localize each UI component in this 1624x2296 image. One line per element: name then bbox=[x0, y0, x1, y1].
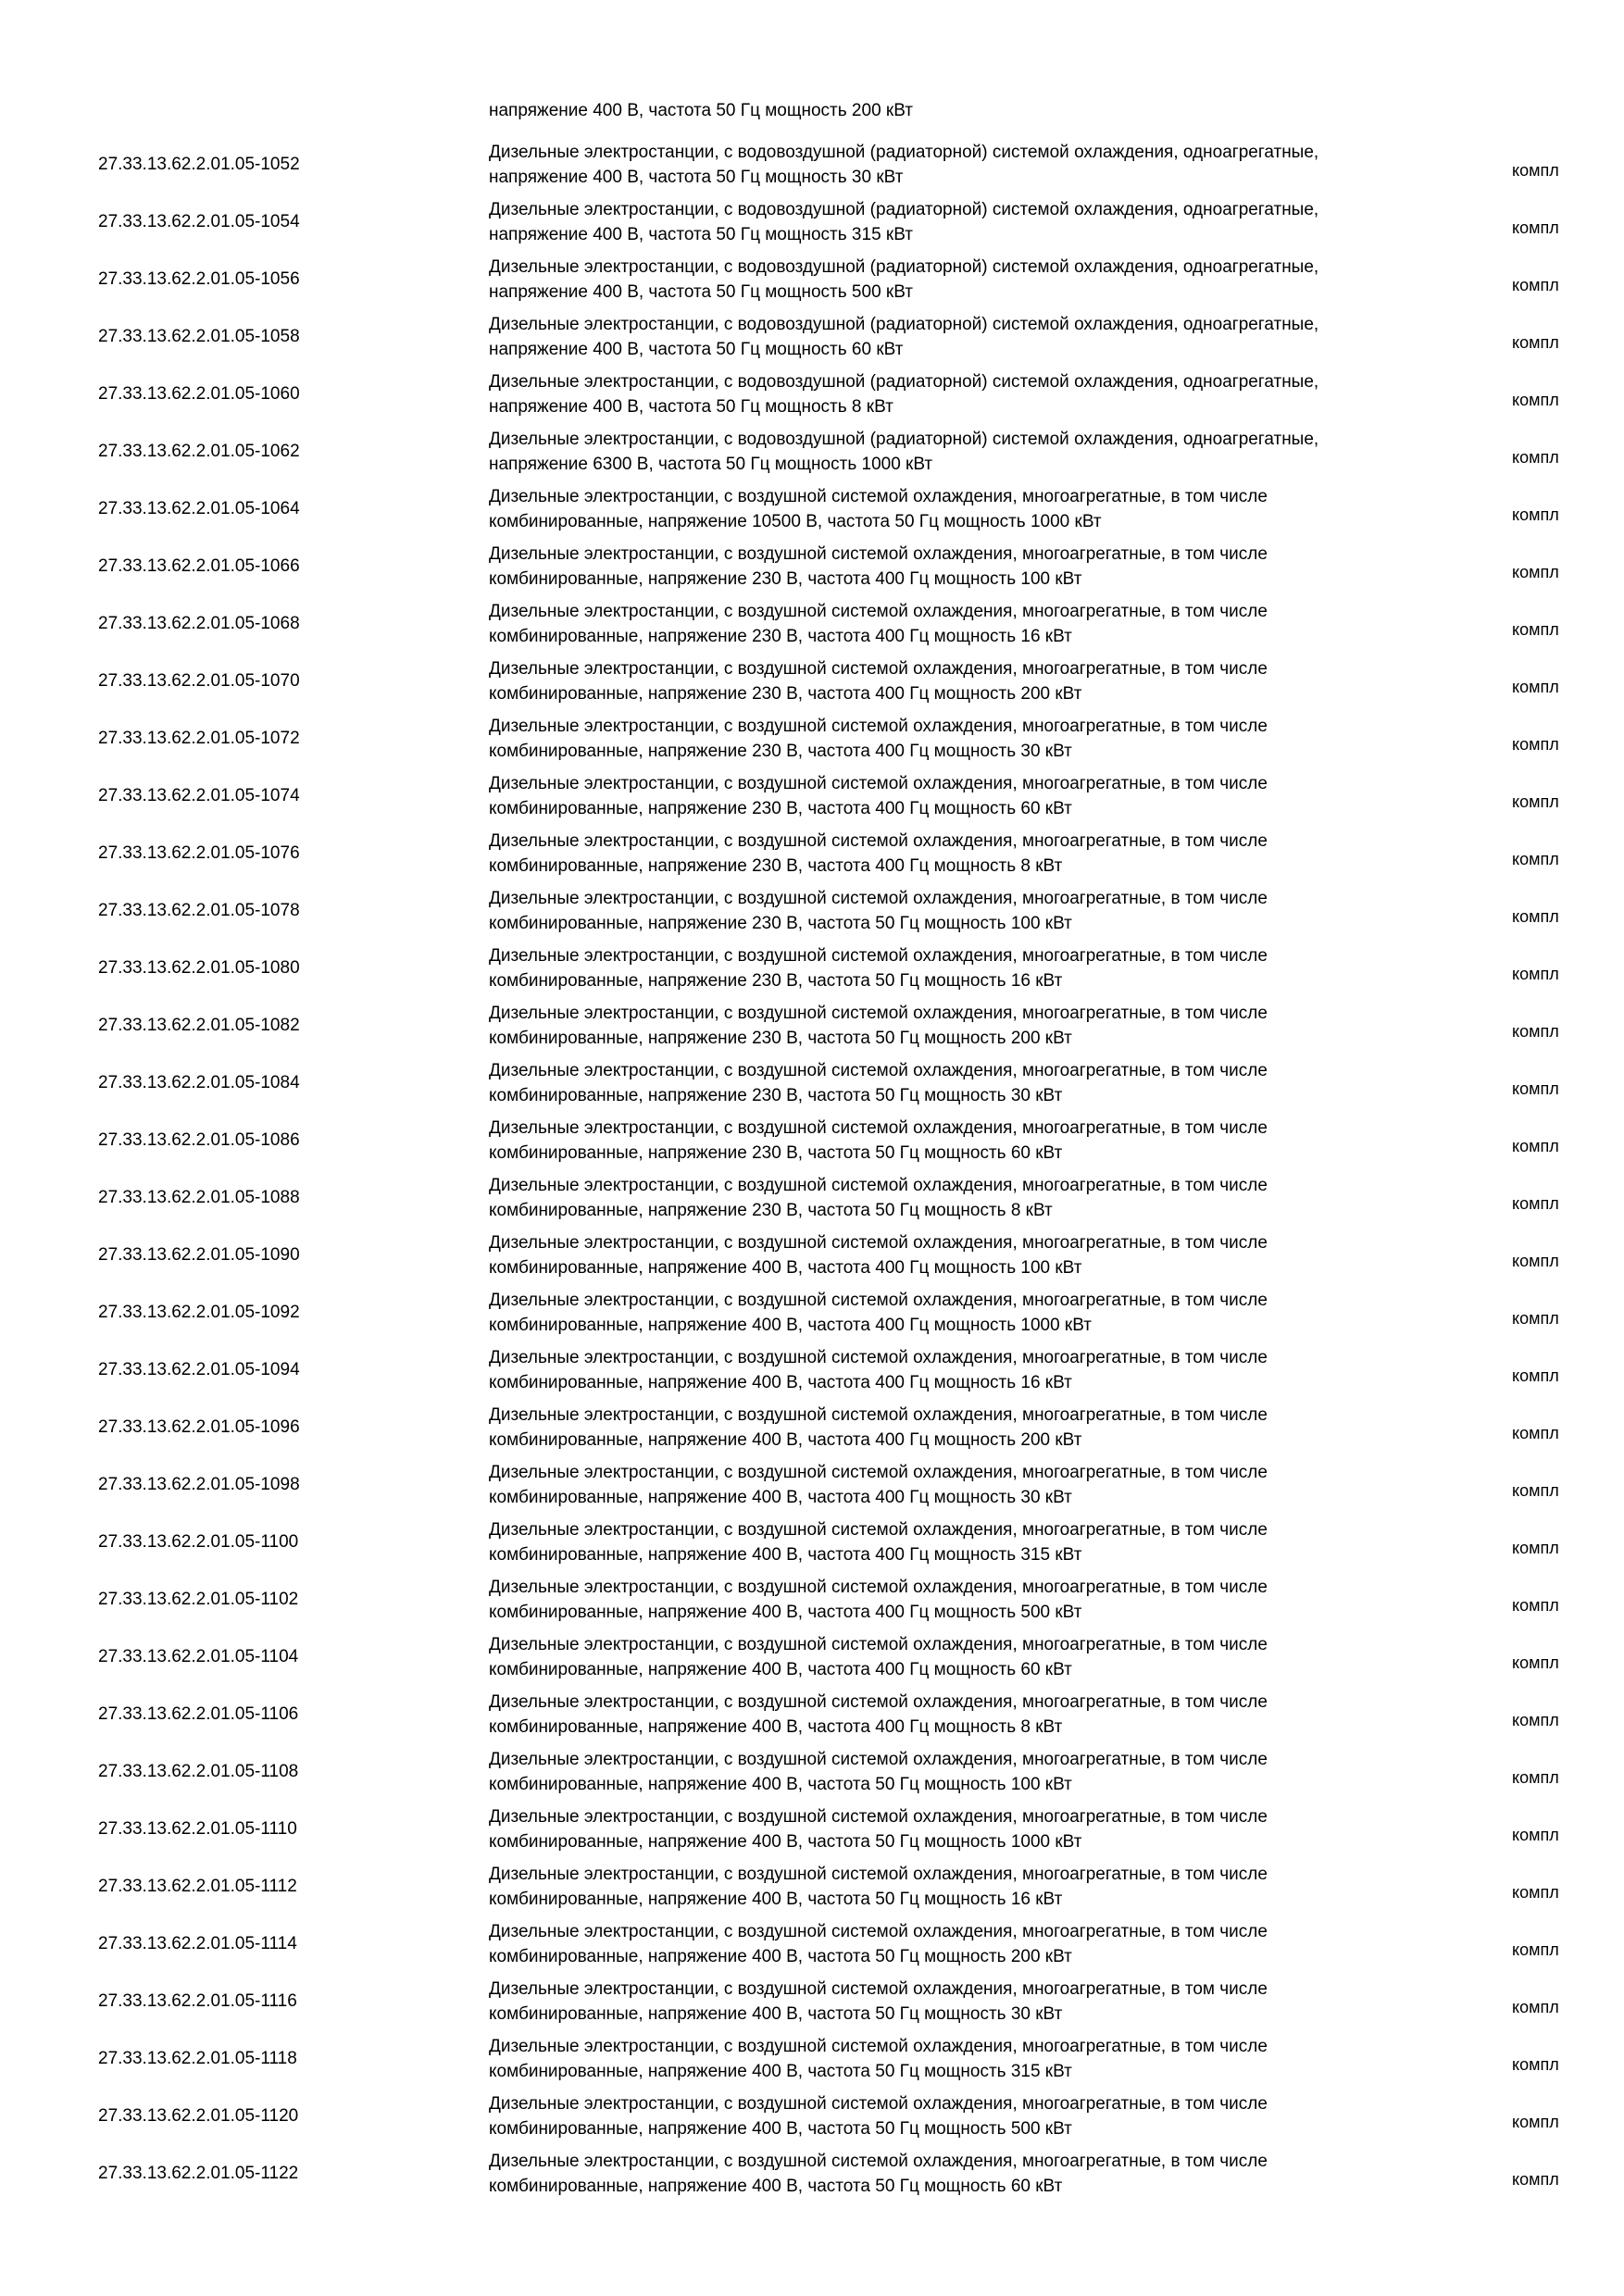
unit-of-measure: компл bbox=[1512, 390, 1559, 409]
description-line-1: Дизельные электростанции, с воздушной системой охлаждения, многоагрегатные, в том числе bbox=[489, 889, 1268, 908]
unit-of-measure: компл bbox=[1512, 1653, 1559, 1672]
unit-of-measure: компл bbox=[1512, 1423, 1559, 1442]
resource-description bbox=[489, 1632, 1489, 1682]
resource-description bbox=[489, 140, 1489, 190]
table-row bbox=[0, 1686, 1624, 1743]
resource-description bbox=[489, 1575, 1489, 1625]
unit-of-measure: компл bbox=[1512, 1710, 1559, 1729]
resource-description bbox=[489, 1116, 1489, 1166]
resource-code: 27.33.13.62.2.01.05-1090 bbox=[98, 1245, 300, 1265]
table-row bbox=[0, 1743, 1624, 1801]
description-line-1: Дизельные электростанции, с воздушной системой охлаждения, многоагрегатные, в том числе bbox=[489, 487, 1268, 506]
resource-description bbox=[489, 1747, 1489, 1797]
resource-description bbox=[489, 542, 1489, 592]
table-row bbox=[0, 538, 1624, 595]
description-line-1: Дизельные электростанции, с воздушной системой охлаждения, многоагрегатные, в том числе bbox=[489, 1922, 1268, 1941]
resource-description bbox=[489, 427, 1489, 477]
description-line-1: Дизельные электростанции, с воздушной системой охлаждения, многоагрегатные, в том числе bbox=[489, 1233, 1268, 1253]
description-line-2: напряжение 400 В, частота 50 Гц мощность 8 кВт bbox=[489, 397, 893, 417]
resource-code: 27.33.13.62.2.01.05-1060 bbox=[98, 384, 300, 404]
unit-of-measure: компл bbox=[1512, 1193, 1559, 1213]
description-line-2: напряжение 6300 В, частота 50 Гц мощность 1000 кВт bbox=[489, 455, 933, 474]
description-line-2: комбинированные, напряжение 400 В, частота 400 Гц мощность 60 кВт bbox=[489, 1660, 1072, 1679]
resource-code: 27.33.13.62.2.01.05-1112 bbox=[98, 1877, 297, 1896]
table-row bbox=[0, 366, 1624, 423]
description-line-1: Дизельные электростанции, с воздушной системой охлаждения, многоагрегатные, в том числе bbox=[489, 1291, 1268, 1310]
description-line-2: комбинированные, напряжение 230 В, частота 400 Гц мощность 30 кВт bbox=[489, 742, 1072, 761]
description-line-2: комбинированные, напряжение 400 В, частота 50 Гц мощность 30 кВт bbox=[489, 2004, 1063, 2024]
resource-code: 27.33.13.62.2.01.05-1070 bbox=[98, 671, 300, 691]
resource-description bbox=[489, 771, 1489, 821]
unit-of-measure: компл bbox=[1512, 562, 1559, 581]
table-row bbox=[0, 940, 1624, 997]
table-row bbox=[0, 251, 1624, 308]
resource-code: 27.33.13.62.2.01.05-1082 bbox=[98, 1016, 300, 1035]
table-row bbox=[0, 767, 1624, 825]
description-line-2: напряжение 400 В, частота 50 Гц мощность 315 кВт bbox=[489, 225, 913, 244]
table-row bbox=[0, 1284, 1624, 1341]
unit-of-measure: компл bbox=[1512, 849, 1559, 868]
resource-code: 27.33.13.62.2.01.05-1110 bbox=[98, 1819, 297, 1839]
resource-description bbox=[489, 2149, 1489, 2199]
description-line-2: комбинированные, напряжение 400 В, частота 400 Гц мощность 315 кВт bbox=[489, 1545, 1082, 1565]
description-line-1: Дизельные электростанции, с воздушной системой охлаждения, многоагрегатные, в том числе bbox=[489, 1750, 1268, 1769]
resource-code: 27.33.13.62.2.01.05-1102 bbox=[98, 1590, 299, 1609]
unit-of-measure: компл bbox=[1512, 1997, 1559, 2016]
description-line-2: комбинированные, напряжение 230 В, частота 50 Гц мощность 100 кВт bbox=[489, 914, 1072, 933]
table-row bbox=[0, 653, 1624, 710]
resource-code: 27.33.13.62.2.01.05-1054 bbox=[98, 212, 300, 231]
table-row bbox=[0, 2088, 1624, 2145]
description-line-2: комбинированные, напряжение 230 В, частота 400 Гц мощность 16 кВт bbox=[489, 627, 1072, 646]
resource-code: 27.33.13.62.2.01.05-1074 bbox=[98, 786, 300, 805]
resource-code: 27.33.13.62.2.01.05-1078 bbox=[98, 901, 300, 920]
table-row bbox=[0, 1915, 1624, 1973]
description-line-1: Дизельные электростанции, с воздушной системой охлаждения, многоагрегатные, в том числе bbox=[489, 1578, 1268, 1597]
unit-of-measure: компл bbox=[1512, 734, 1559, 754]
resource-code: 27.33.13.62.2.01.05-1088 bbox=[98, 1188, 300, 1207]
description-line-2: комбинированные, напряжение 400 В, частота 400 Гц мощность 500 кВт bbox=[489, 1603, 1082, 1622]
unit-of-measure: компл bbox=[1512, 1767, 1559, 1787]
resource-code: 27.33.13.62.2.01.05-1120 bbox=[98, 2106, 299, 2126]
description-line-2: напряжение 400 В, частота 50 Гц мощность 30 кВт bbox=[489, 168, 904, 187]
description-line-2: комбинированные, напряжение 230 В, частота 50 Гц мощность 60 кВт bbox=[489, 1143, 1063, 1163]
table-row bbox=[0, 136, 1624, 193]
description-line-1: Дизельные электростанции, с воздушной системой охлаждения, многоагрегатные, в том числе bbox=[489, 1807, 1268, 1827]
resource-description bbox=[489, 255, 1489, 305]
description-line-2: комбинированные, напряжение 400 В, частота 400 Гц мощность 30 кВт bbox=[489, 1488, 1072, 1507]
description-line-1: Дизельные электростанции, с воздушной системой охлаждения, многоагрегатные, в том числе bbox=[489, 1405, 1268, 1425]
resource-description bbox=[489, 1862, 1489, 1912]
resource-code: 27.33.13.62.2.01.05-1096 bbox=[98, 1417, 300, 1437]
resource-description bbox=[489, 1690, 1489, 1740]
table-row bbox=[0, 1973, 1624, 2030]
description-line-2: комбинированные, напряжение 230 В, частота 50 Гц мощность 200 кВт bbox=[489, 1029, 1072, 1048]
resource-code: 27.33.13.62.2.01.05-1116 bbox=[98, 1991, 297, 2011]
table-row bbox=[0, 423, 1624, 480]
continued-description: напряжение 400 В, частота 50 Гц мощность 200 кВт bbox=[489, 101, 913, 120]
table-row bbox=[0, 1054, 1624, 1112]
description-line-1: Дизельные электростанции, с воздушной системой охлаждения, многоагрегатные, в том числе bbox=[489, 1004, 1268, 1023]
unit-of-measure: компл bbox=[1512, 792, 1559, 811]
resource-code: 27.33.13.62.2.01.05-1084 bbox=[98, 1073, 300, 1092]
description-line-1: Дизельные электростанции, с водовоздушной (радиаторной) системой охлаждения, одноагрегатные, bbox=[489, 372, 1319, 392]
unit-of-measure: компл bbox=[1512, 1308, 1559, 1328]
description-line-2: комбинированные, напряжение 400 В, частота 50 Гц мощность 16 кВт bbox=[489, 1890, 1063, 1909]
description-line-2: комбинированные, напряжение 400 В, частота 50 Гц мощность 1000 кВт bbox=[489, 1832, 1082, 1852]
description-line-1: Дизельные электростанции, с водовоздушной (радиаторной) системой охлаждения, одноагрегатные, bbox=[489, 430, 1319, 449]
resource-description bbox=[489, 1001, 1489, 1051]
description-line-2: комбинированные, напряжение 230 В, частота 50 Гц мощность 16 кВт bbox=[489, 971, 1063, 991]
description-line-1: Дизельные электростанции, с воздушной системой охлаждения, многоагрегатные, в том числе bbox=[489, 659, 1268, 679]
unit-of-measure: компл bbox=[1512, 1251, 1559, 1270]
description-line-1: Дизельные электростанции, с воздушной системой охлаждения, многоагрегатные, в том числе bbox=[489, 1635, 1268, 1654]
unit-of-measure: компл bbox=[1512, 160, 1559, 180]
resource-code: 27.33.13.62.2.01.05-1076 bbox=[98, 843, 300, 863]
description-line-1: Дизельные электростанции, с воздушной системой охлаждения, многоагрегатные, в том числе bbox=[489, 2037, 1268, 2056]
description-line-1: Дизельные электростанции, с воздушной системой охлаждения, многоагрегатные, в том числе bbox=[489, 1463, 1268, 1482]
description-line-1: Дизельные электростанции, с воздушной системой охлаждения, многоагрегатные, в том числе bbox=[489, 774, 1268, 793]
unit-of-measure: компл bbox=[1512, 1136, 1559, 1155]
description-line-2: комбинированные, напряжение 230 В, частота 400 Гц мощность 100 кВт bbox=[489, 569, 1082, 589]
description-line-2: комбинированные, напряжение 400 В, частота 400 Гц мощность 100 кВт bbox=[489, 1258, 1082, 1278]
description-line-1: Дизельные электростанции, с воздушной системой охлаждения, многоагрегатные, в том числе bbox=[489, 1520, 1268, 1540]
resource-code: 27.33.13.62.2.01.05-1072 bbox=[98, 729, 300, 748]
resource-description bbox=[489, 197, 1489, 247]
description-line-1: Дизельные электростанции, с воздушной системой охлаждения, многоагрегатные, в том числе bbox=[489, 2152, 1268, 2171]
table-row bbox=[0, 1341, 1624, 1399]
description-line-2: комбинированные, напряжение 400 В, частота 400 Гц мощность 16 кВт bbox=[489, 1373, 1072, 1392]
description-line-1: Дизельные электростанции, с воздушной системой охлаждения, многоагрегатные, в том числе bbox=[489, 1348, 1268, 1367]
description-line-2: комбинированные, напряжение 230 В, частота 50 Гц мощность 30 кВт bbox=[489, 1086, 1063, 1105]
unit-of-measure: компл bbox=[1512, 1366, 1559, 1385]
description-line-2: комбинированные, напряжение 400 В, частота 400 Гц мощность 8 кВт bbox=[489, 1717, 1063, 1737]
description-line-1: Дизельные электростанции, с воздушной системой охлаждения, многоагрегатные, в том числе bbox=[489, 1176, 1268, 1195]
resource-description bbox=[489, 1288, 1489, 1338]
description-line-1: Дизельные электростанции, с воздушной системой охлаждения, многоагрегатные, в том числе bbox=[489, 1865, 1268, 1884]
description-line-2: комбинированные, напряжение 230 В, частота 400 Гц мощность 60 кВт bbox=[489, 799, 1072, 818]
resource-code: 27.33.13.62.2.01.05-1100 bbox=[98, 1532, 299, 1552]
description-line-1: Дизельные электростанции, с воздушной системой охлаждения, многоагрегатные, в том числе bbox=[489, 1061, 1268, 1080]
description-line-1: Дизельные электростанции, с воздушной системой охлаждения, многоагрегатные, в том числе bbox=[489, 831, 1268, 851]
resource-description bbox=[489, 1977, 1489, 2027]
description-line-2: комбинированные, напряжение 400 В, частота 50 Гц мощность 60 кВт bbox=[489, 2177, 1063, 2196]
resource-code: 27.33.13.62.2.01.05-1106 bbox=[98, 1704, 299, 1724]
resource-code: 27.33.13.62.2.01.05-1068 bbox=[98, 614, 300, 633]
resource-code: 27.33.13.62.2.01.05-1086 bbox=[98, 1130, 300, 1150]
description-line-1: Дизельные электростанции, с воздушной системой охлаждения, многоагрегатные, в том числе bbox=[489, 1692, 1268, 1712]
resource-description bbox=[489, 829, 1489, 879]
resource-description bbox=[489, 2091, 1489, 2141]
table-row bbox=[0, 2030, 1624, 2088]
description-line-2: комбинированные, напряжение 230 В, частота 400 Гц мощность 200 кВт bbox=[489, 684, 1082, 704]
table-row bbox=[0, 193, 1624, 251]
table-row bbox=[0, 882, 1624, 940]
resource-description bbox=[489, 714, 1489, 764]
table-row bbox=[0, 1456, 1624, 1514]
table-row bbox=[0, 308, 1624, 366]
unit-of-measure: компл bbox=[1512, 447, 1559, 467]
resource-code: 27.33.13.62.2.01.05-1104 bbox=[98, 1647, 299, 1666]
resource-code: 27.33.13.62.2.01.05-1094 bbox=[98, 1360, 300, 1379]
table-row bbox=[0, 710, 1624, 767]
resource-code: 27.33.13.62.2.01.05-1056 bbox=[98, 269, 300, 289]
resource-description bbox=[489, 1230, 1489, 1280]
unit-of-measure: компл bbox=[1512, 1021, 1559, 1041]
resource-description bbox=[489, 1345, 1489, 1395]
table-row bbox=[0, 997, 1624, 1054]
table-row bbox=[0, 1227, 1624, 1284]
unit-of-measure: компл bbox=[1512, 1538, 1559, 1557]
resource-description bbox=[489, 886, 1489, 936]
table-row bbox=[0, 1858, 1624, 1915]
description-line-1: Дизельные электростанции, с водовоздушной (радиаторной) системой охлаждения, одноагрегатные, bbox=[489, 315, 1319, 334]
unit-of-measure: компл bbox=[1512, 275, 1559, 294]
unit-of-measure: компл bbox=[1512, 677, 1559, 696]
description-line-1: Дизельные электростанции, с водовоздушной (радиаторной) системой охлаждения, одноагрегатные, bbox=[489, 200, 1319, 219]
resource-description bbox=[489, 656, 1489, 706]
unit-of-measure: компл bbox=[1512, 1882, 1559, 1902]
unit-of-measure: компл bbox=[1512, 2112, 1559, 2131]
unit-of-measure: компл bbox=[1512, 964, 1559, 983]
description-line-1: Дизельные электростанции, с воздушной системой охлаждения, многоагрегатные, в том числе bbox=[489, 2094, 1268, 2114]
table-row bbox=[0, 825, 1624, 882]
unit-of-measure: компл bbox=[1512, 2169, 1559, 2189]
table-row bbox=[0, 1169, 1624, 1227]
resource-description bbox=[489, 599, 1489, 649]
description-line-2: комбинированные, напряжение 230 В, частота 50 Гц мощность 8 кВт bbox=[489, 1201, 1053, 1220]
table-row bbox=[0, 1112, 1624, 1169]
resource-code: 27.33.13.62.2.01.05-1122 bbox=[98, 2164, 299, 2183]
resource-code: 27.33.13.62.2.01.05-1066 bbox=[98, 556, 300, 576]
description-line-1: Дизельные электростанции, с воздушной системой охлаждения, многоагрегатные, в том числе bbox=[489, 1979, 1268, 1999]
resource-description bbox=[489, 1173, 1489, 1223]
resource-description bbox=[489, 1058, 1489, 1108]
table-row bbox=[0, 480, 1624, 538]
resource-code: 27.33.13.62.2.01.05-1080 bbox=[98, 958, 300, 978]
resource-code: 27.33.13.62.2.01.05-1118 bbox=[98, 2049, 297, 2068]
resource-code: 27.33.13.62.2.01.05-1098 bbox=[98, 1475, 300, 1494]
table-row bbox=[0, 1514, 1624, 1571]
description-line-1: Дизельные электростанции, с воздушной системой охлаждения, многоагрегатные, в том числе bbox=[489, 1118, 1268, 1138]
table-row bbox=[0, 2145, 1624, 2202]
resource-code: 27.33.13.62.2.01.05-1052 bbox=[98, 155, 300, 174]
resource-code: 27.33.13.62.2.01.05-1058 bbox=[98, 327, 300, 346]
description-line-1: Дизельные электростанции, с воздушной системой охлаждения, многоагрегатные, в том числе bbox=[489, 717, 1268, 736]
table-row bbox=[0, 1628, 1624, 1686]
unit-of-measure: компл bbox=[1512, 1079, 1559, 1098]
description-line-2: комбинированные, напряжение 10500 В, частота 50 Гц мощность 1000 кВт bbox=[489, 512, 1102, 531]
resource-description bbox=[489, 1804, 1489, 1854]
resource-description bbox=[489, 484, 1489, 534]
unit-of-measure: компл bbox=[1512, 906, 1559, 926]
description-line-2: комбинированные, напряжение 400 В, частота 400 Гц мощность 200 кВт bbox=[489, 1430, 1082, 1450]
description-line-2: комбинированные, напряжение 400 В, частота 50 Гц мощность 500 кВт bbox=[489, 2119, 1072, 2139]
description-line-1: Дизельные электростанции, с воздушной системой охлаждения, многоагрегатные, в том числе bbox=[489, 602, 1268, 621]
unit-of-measure: компл bbox=[1512, 1595, 1559, 1615]
resource-description bbox=[489, 1403, 1489, 1453]
resource-code: 27.33.13.62.2.01.05-1064 bbox=[98, 499, 300, 518]
unit-of-measure: компл bbox=[1512, 1940, 1559, 1959]
unit-of-measure: компл bbox=[1512, 332, 1559, 352]
resource-description bbox=[489, 312, 1489, 362]
description-line-2: напряжение 400 В, частота 50 Гц мощность 60 кВт bbox=[489, 340, 904, 359]
description-line-2: комбинированные, напряжение 230 В, частота 400 Гц мощность 8 кВт bbox=[489, 856, 1063, 876]
table-row bbox=[0, 1801, 1624, 1858]
description-line-2: комбинированные, напряжение 400 В, частота 400 Гц мощность 1000 кВт bbox=[489, 1316, 1092, 1335]
table-row bbox=[0, 1571, 1624, 1628]
resource-code: 27.33.13.62.2.01.05-1108 bbox=[98, 1762, 299, 1781]
unit-of-measure: компл bbox=[1512, 2054, 1559, 2074]
description-line-2: напряжение 400 В, частота 50 Гц мощность 500 кВт bbox=[489, 282, 913, 302]
resource-code: 27.33.13.62.2.01.05-1062 bbox=[98, 442, 300, 461]
table-row bbox=[0, 1399, 1624, 1456]
resource-code: 27.33.13.62.2.01.05-1114 bbox=[98, 1934, 297, 1953]
resource-description bbox=[489, 1517, 1489, 1567]
unit-of-measure: компл bbox=[1512, 218, 1559, 237]
unit-of-measure: компл bbox=[1512, 1825, 1559, 1844]
resource-table bbox=[0, 136, 1624, 2202]
description-line-2: комбинированные, напряжение 400 В, частота 50 Гц мощность 200 кВт bbox=[489, 1947, 1072, 1966]
description-line-2: комбинированные, напряжение 400 В, частота 50 Гц мощность 100 кВт bbox=[489, 1775, 1072, 1794]
unit-of-measure: компл bbox=[1512, 619, 1559, 639]
description-line-1: Дизельные электростанции, с воздушной системой охлаждения, многоагрегатные, в том числе bbox=[489, 544, 1268, 564]
resource-description bbox=[489, 1460, 1489, 1510]
resource-description bbox=[489, 369, 1489, 419]
description-line-1: Дизельные электростанции, с водовоздушной (радиаторной) системой охлаждения, одноагрегатные, bbox=[489, 143, 1319, 162]
description-line-1: Дизельные электростанции, с воздушной системой охлаждения, многоагрегатные, в том числе bbox=[489, 946, 1268, 966]
unit-of-measure: компл bbox=[1512, 1480, 1559, 1500]
description-line-1: Дизельные электростанции, с водовоздушной (радиаторной) системой охлаждения, одноагрегатные, bbox=[489, 257, 1319, 277]
resource-description bbox=[489, 943, 1489, 993]
description-line-2: комбинированные, напряжение 400 В, частота 50 Гц мощность 315 кВт bbox=[489, 2062, 1072, 2081]
resource-code: 27.33.13.62.2.01.05-1092 bbox=[98, 1303, 300, 1322]
resource-description bbox=[489, 2034, 1489, 2084]
table-row bbox=[0, 595, 1624, 653]
unit-of-measure: компл bbox=[1512, 505, 1559, 524]
resource-description bbox=[489, 1919, 1489, 1969]
